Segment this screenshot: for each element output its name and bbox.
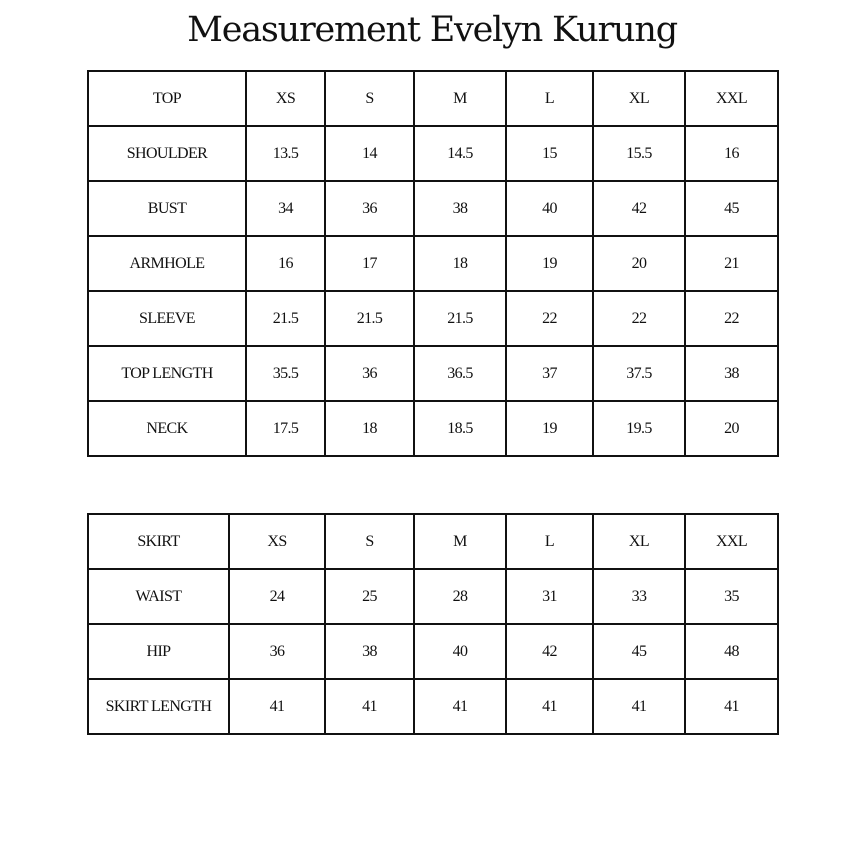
- table-cell: 41: [685, 679, 778, 734]
- table-header-cell: S: [325, 71, 414, 126]
- table-cell: 41: [414, 679, 506, 734]
- table-cell: 16: [685, 126, 778, 181]
- table-cell: 22: [506, 291, 593, 346]
- table-cell: 19: [506, 401, 593, 456]
- row-label-cell: BUST: [88, 181, 246, 236]
- table-cell: 17: [325, 236, 414, 291]
- skirt-measurement-table: [87, 513, 779, 735]
- table-cell: 18.5: [414, 401, 506, 456]
- table-header-row: [88, 514, 778, 569]
- table-cell: 20: [685, 401, 778, 456]
- table-header-cell: L: [506, 514, 593, 569]
- table-header-cell: XS: [246, 71, 325, 126]
- table-cell: 36: [229, 624, 325, 679]
- table-header-cell: S: [325, 514, 414, 569]
- table-cell: 42: [506, 624, 593, 679]
- table-cell: 40: [414, 624, 506, 679]
- table-cell: 14: [325, 126, 414, 181]
- table-row: [88, 181, 778, 236]
- table-cell: 38: [685, 346, 778, 401]
- table-cell: 13.5: [246, 126, 325, 181]
- table-cell: 36.5: [414, 346, 506, 401]
- top-measurement-table: [87, 70, 779, 457]
- page-title: Measurement Evelyn Kurung: [187, 10, 677, 50]
- table-cell: 41: [229, 679, 325, 734]
- table-header-cell: TOP: [88, 71, 246, 126]
- table-cell: 38: [414, 181, 506, 236]
- table-cell: 37.5: [593, 346, 685, 401]
- table-cell: 25: [325, 569, 414, 624]
- row-label-cell: SLEEVE: [88, 291, 246, 346]
- table-cell: 22: [685, 291, 778, 346]
- table-cell: 28: [414, 569, 506, 624]
- row-label-cell: SHOULDER: [88, 126, 246, 181]
- table-cell: 33: [593, 569, 685, 624]
- table-header-cell: XL: [593, 71, 685, 126]
- table-cell: 18: [325, 401, 414, 456]
- table-cell: 21: [685, 236, 778, 291]
- table-cell: 40: [506, 181, 593, 236]
- table-cell: 34: [246, 181, 325, 236]
- table-row: [88, 346, 778, 401]
- table-cell: 19: [506, 236, 593, 291]
- table-cell: 36: [325, 181, 414, 236]
- table-header-cell: L: [506, 71, 593, 126]
- table-cell: 14.5: [414, 126, 506, 181]
- table-cell: 36: [325, 346, 414, 401]
- row-label-cell: HIP: [88, 624, 229, 679]
- table-header-cell: M: [414, 71, 506, 126]
- table-cell: 41: [325, 679, 414, 734]
- table-cell: 31: [506, 569, 593, 624]
- table-cell: 16: [246, 236, 325, 291]
- table-row: [88, 401, 778, 456]
- table-row: [88, 126, 778, 181]
- table-cell: 22: [593, 291, 685, 346]
- table-row: [88, 291, 778, 346]
- table-header-cell: XXL: [685, 514, 778, 569]
- table-cell: 41: [593, 679, 685, 734]
- row-label-cell: NECK: [88, 401, 246, 456]
- table-cell: 21.5: [325, 291, 414, 346]
- table-row: [88, 569, 778, 624]
- table-header-cell: XXL: [685, 71, 778, 126]
- table-cell: 45: [685, 181, 778, 236]
- table-row: [88, 236, 778, 291]
- table-header-cell: XS: [229, 514, 325, 569]
- row-label-cell: WAIST: [88, 569, 229, 624]
- table-cell: 35.5: [246, 346, 325, 401]
- table-row: [88, 679, 778, 734]
- table-cell: 35: [685, 569, 778, 624]
- row-label-cell: TOP LENGTH: [88, 346, 246, 401]
- table-cell: 21.5: [414, 291, 506, 346]
- table-cell: 17.5: [246, 401, 325, 456]
- table-cell: 24: [229, 569, 325, 624]
- table-cell: 45: [593, 624, 685, 679]
- table-row: [88, 624, 778, 679]
- table-cell: 41: [506, 679, 593, 734]
- table-header-row: [88, 71, 778, 126]
- table-header-cell: SKIRT: [88, 514, 229, 569]
- table-cell: 15.5: [593, 126, 685, 181]
- table-cell: 38: [325, 624, 414, 679]
- table-cell: 37: [506, 346, 593, 401]
- table-cell: 20: [593, 236, 685, 291]
- table-cell: 21.5: [246, 291, 325, 346]
- row-label-cell: ARMHOLE: [88, 236, 246, 291]
- table-header-cell: M: [414, 514, 506, 569]
- table-cell: 19.5: [593, 401, 685, 456]
- table-cell: 48: [685, 624, 778, 679]
- table-cell: 42: [593, 181, 685, 236]
- table-cell: 18: [414, 236, 506, 291]
- row-label-cell: SKIRT LENGTH: [88, 679, 229, 734]
- table-cell: 15: [506, 126, 593, 181]
- table-header-cell: XL: [593, 514, 685, 569]
